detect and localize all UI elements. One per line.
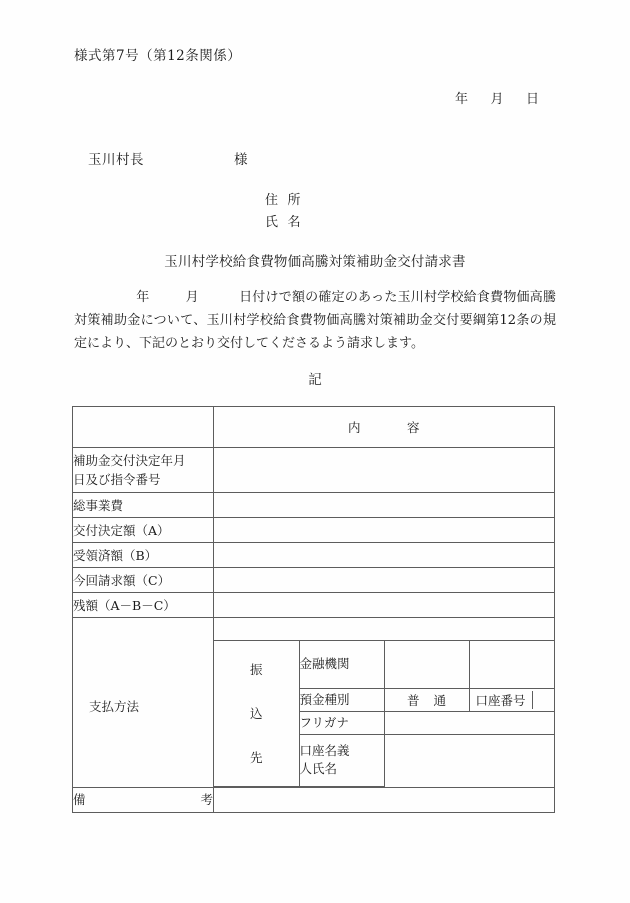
row-label-decision-date xyxy=(73,448,214,493)
bank-institution-label: 金融機関 xyxy=(299,640,384,688)
claim-table xyxy=(72,406,555,813)
label-text: 残額（A－B－C） xyxy=(73,597,176,613)
label-text: 受領済額（B） xyxy=(73,547,158,563)
spacer xyxy=(214,678,299,704)
sender-address-label-2: 所 xyxy=(287,193,302,208)
label-text: 総事業費 xyxy=(73,497,124,513)
spacer xyxy=(214,722,299,748)
bank-transfer-table xyxy=(214,618,554,787)
payment-method-value-row xyxy=(214,618,554,640)
row-label-remaining-amount xyxy=(73,593,214,618)
deposit-type-label: 預金種別 xyxy=(299,688,384,711)
table-row-claim-amount xyxy=(73,568,555,593)
remarks-label-left: 備 xyxy=(73,792,86,807)
bank-institution-row xyxy=(214,640,554,688)
ki-mark: 記 xyxy=(308,372,322,388)
deposit-type-value-char-1: 普 xyxy=(406,692,420,708)
payment-detail-cell xyxy=(214,618,555,788)
body-date-year: 年 xyxy=(136,290,150,305)
label-text: 交付決定額（A） xyxy=(73,522,170,538)
date-year-label: 年 xyxy=(455,92,469,107)
remarks-label-right: 考 xyxy=(200,792,213,807)
account-holder-value[interactable] xyxy=(384,734,554,786)
table-row-granted-amount xyxy=(73,518,555,543)
furigana-value[interactable] xyxy=(384,711,554,734)
sender-name-label-2: 名 xyxy=(287,215,302,230)
sender-name-row xyxy=(265,212,301,234)
sender-block xyxy=(265,190,301,234)
row-label-granted-amount xyxy=(73,518,214,543)
account-number-value[interactable] xyxy=(532,691,554,709)
row-value-remarks[interactable] xyxy=(214,787,555,812)
date-month-label: 月 xyxy=(490,92,505,107)
payment-method-value[interactable] xyxy=(214,618,554,640)
addressee-title: 玉川村長 xyxy=(88,152,144,168)
content-header-left: 内 xyxy=(347,420,361,435)
body-paragraph xyxy=(74,286,556,355)
account-holder-label xyxy=(299,734,384,786)
row-value-claim-amount[interactable] xyxy=(214,568,555,593)
addressee-line xyxy=(88,148,248,168)
date-day-label: 日 xyxy=(526,92,540,107)
addressee-honorific: 様 xyxy=(234,152,248,168)
furikomi-char-2: 込 xyxy=(249,706,263,721)
form-number: 様式第7号（第12条関係） xyxy=(74,48,242,64)
row-value-total-project-cost[interactable] xyxy=(214,493,555,518)
bank-branch-value[interactable] xyxy=(469,640,554,688)
account-number-cell xyxy=(469,688,554,711)
header-blank-cell xyxy=(73,407,214,448)
furikomi-char-3: 先 xyxy=(249,750,263,765)
account-number-row xyxy=(470,691,555,709)
row-label-total-project-cost xyxy=(73,493,214,518)
content-header-right: 容 xyxy=(407,420,421,435)
row-label-received-amount xyxy=(73,543,214,568)
table-row-payment-method xyxy=(73,618,555,788)
account-number-label: 口座番号 xyxy=(470,691,533,709)
table-row-remarks xyxy=(73,787,555,812)
table-row-decision-date xyxy=(73,448,555,493)
row-label-claim-amount xyxy=(73,568,214,593)
table-row-remaining-amount xyxy=(73,593,555,618)
deposit-type-value-char-2: 通 xyxy=(433,692,447,708)
label-line-2: 日及び指令番号 xyxy=(73,472,161,487)
account-holder-label-line-1: 口座名義 xyxy=(299,743,350,758)
body-text-content: 日付けで額の確定のあった玉川村学校給食費物価高騰対策補助金について、玉川村学校給食費物価高騰対策補助金交付要綱第12条の規定により、下記のとおり交付してくださるよう請求します。 xyxy=(74,290,556,351)
row-value-granted-amount[interactable] xyxy=(214,518,555,543)
header-content-cell xyxy=(214,407,555,448)
label-line-1: 補助金交付決定年月 xyxy=(73,453,186,468)
row-value-decision-date[interactable] xyxy=(214,448,555,493)
document-title: 玉川村学校給食費物価高騰対策補助金交付請求書 xyxy=(164,254,466,270)
account-number-table xyxy=(470,691,555,709)
remarks-label xyxy=(73,790,213,809)
date-line xyxy=(455,88,540,107)
row-label-payment-method xyxy=(73,618,214,788)
bank-institution-value[interactable] xyxy=(384,640,469,688)
payment-method-label: 支払方法 xyxy=(89,699,140,715)
furikomi-char-1: 振 xyxy=(249,662,263,677)
row-value-remaining-amount[interactable] xyxy=(214,593,555,618)
table-row-total-project-cost xyxy=(73,493,555,518)
label-text: 今回請求額（C） xyxy=(73,572,171,588)
table-header-row xyxy=(73,407,555,448)
account-holder-label-line-2: 人氏名 xyxy=(299,761,338,776)
sender-address-label-1: 住 xyxy=(265,193,279,208)
furikomi-vertical-label xyxy=(214,640,299,786)
sender-address-row xyxy=(265,190,301,212)
sender-name-label-1: 氏 xyxy=(265,215,279,230)
body-date-month: 月 xyxy=(185,290,199,305)
table-row-received-amount xyxy=(73,543,555,568)
row-label-remarks xyxy=(73,787,214,812)
deposit-type-value[interactable] xyxy=(384,688,469,711)
row-value-received-amount[interactable] xyxy=(214,543,555,568)
furigana-label: フリガナ xyxy=(299,711,384,734)
